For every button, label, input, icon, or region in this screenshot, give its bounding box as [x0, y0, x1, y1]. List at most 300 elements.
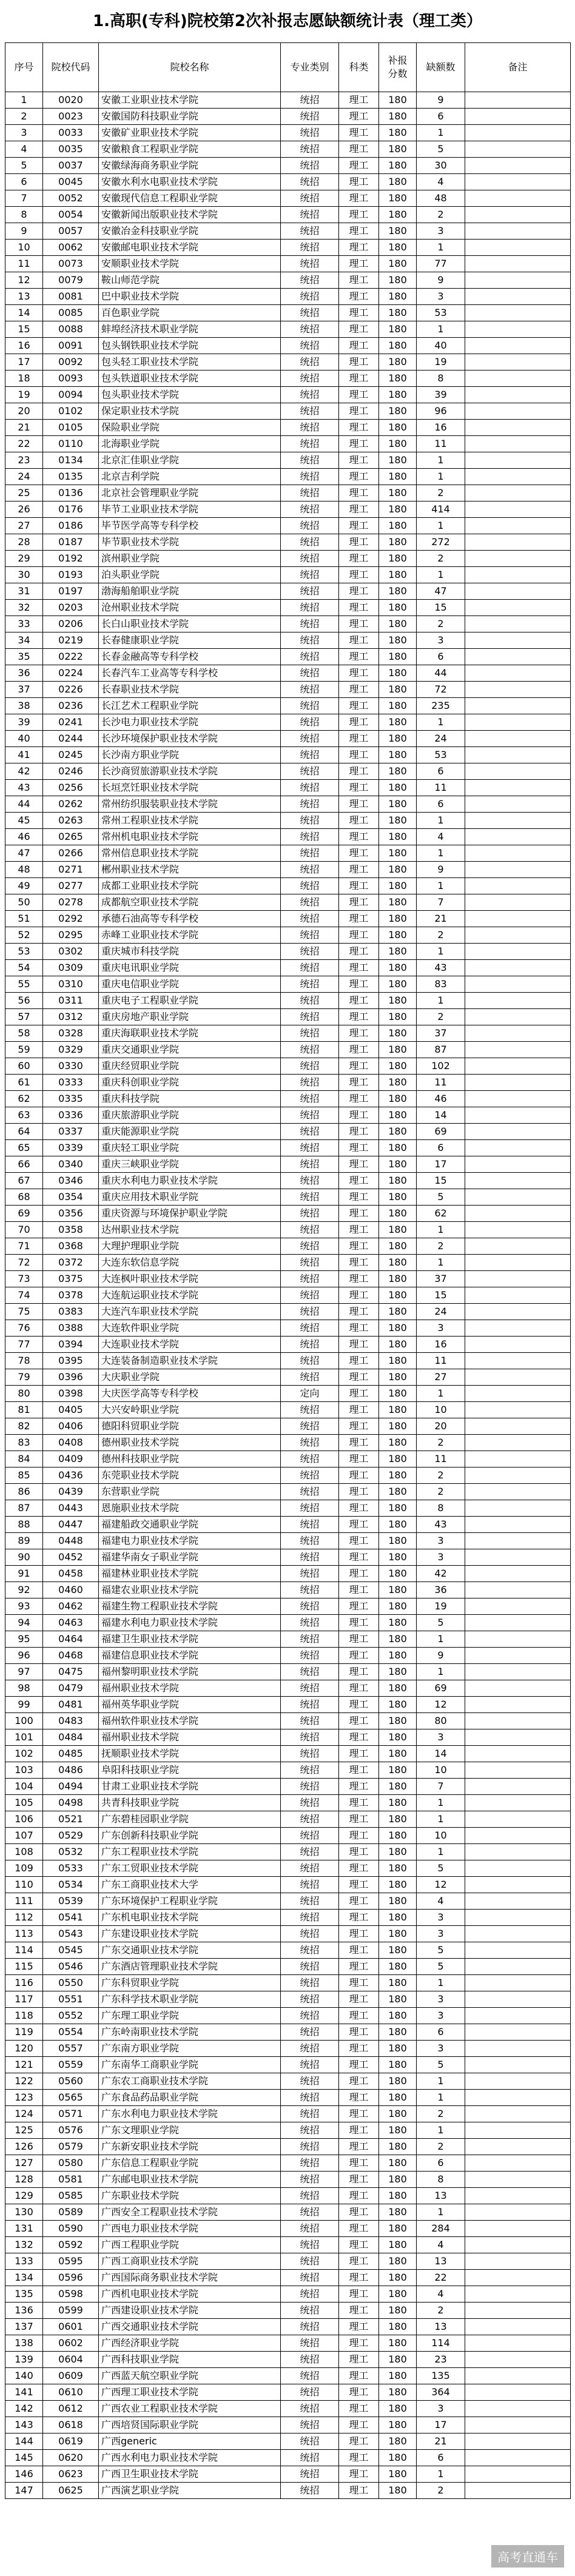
cell-score: 180 — [379, 190, 417, 207]
table-row — [5, 1206, 571, 1222]
cell-remark — [465, 321, 571, 338]
cell-major: 统招 — [281, 551, 339, 567]
cell-seq: 56 — [5, 993, 43, 1009]
cell-seq: 121 — [5, 2057, 43, 2073]
table-row — [5, 1238, 571, 1255]
cell-code: 0110 — [43, 436, 99, 452]
cell-gap: 96 — [417, 403, 465, 420]
cell-remark — [465, 1140, 571, 1156]
cell-score: 180 — [379, 1877, 417, 1893]
cell-score: 180 — [379, 1189, 417, 1206]
cell-seq: 92 — [5, 1582, 43, 1598]
table-row — [5, 1582, 571, 1598]
table-row — [5, 289, 571, 305]
table-row — [5, 223, 571, 240]
cell-major: 统招 — [281, 993, 339, 1009]
cell-major: 统招 — [281, 1566, 339, 1582]
cell-seq: 96 — [5, 1648, 43, 1664]
table-row — [5, 272, 571, 289]
cell-remark — [465, 2188, 571, 2204]
cell-remark — [465, 2237, 571, 2253]
cell-subject: 理工 — [339, 1320, 379, 1337]
cell-major: 统招 — [281, 567, 339, 583]
cell-remark — [465, 665, 571, 682]
cell-code: 0623 — [43, 2466, 99, 2483]
cell-code: 0498 — [43, 1795, 99, 1811]
cell-subject: 理工 — [339, 1598, 379, 1615]
cell-subject: 理工 — [339, 1533, 379, 1549]
cell-code: 0610 — [43, 2384, 99, 2401]
cell-seq: 68 — [5, 1189, 43, 1206]
cell-code: 0529 — [43, 1828, 99, 1844]
cell-gap: 2 — [417, 207, 465, 223]
cell-gap: 15 — [417, 1287, 465, 1304]
cell-score: 180 — [379, 682, 417, 698]
cell-code: 0581 — [43, 2172, 99, 2188]
cell-seq: 54 — [5, 960, 43, 976]
cell-code: 0612 — [43, 2401, 99, 2417]
table-row — [5, 501, 571, 518]
cell-name: 广东建设职业技术学院 — [99, 1926, 281, 1942]
cell-gap: 12 — [417, 1877, 465, 1893]
cell-name: 广西generic — [99, 2433, 281, 2450]
cell-name: 北京汇佳职业学院 — [99, 452, 281, 469]
cell-major: 统招 — [281, 1238, 339, 1255]
cell-code: 0102 — [43, 403, 99, 420]
cell-seq: 24 — [5, 469, 43, 485]
cell-code: 0481 — [43, 1697, 99, 1713]
cell-subject: 理工 — [339, 1795, 379, 1811]
cell-remark — [465, 1386, 571, 1402]
cell-gap: 37 — [417, 1271, 465, 1287]
cell-score: 180 — [379, 2057, 417, 2073]
cell-subject: 理工 — [339, 1075, 379, 1091]
cell-gap: 16 — [417, 1337, 465, 1353]
cell-subject: 理工 — [339, 2188, 379, 2204]
cell-seq: 89 — [5, 1533, 43, 1549]
cell-remark — [465, 649, 571, 665]
cell-name: 重庆水利电力职业技术学院 — [99, 1173, 281, 1189]
table-row — [5, 1533, 571, 1549]
cell-remark — [465, 763, 571, 780]
cell-gap: 17 — [417, 1156, 465, 1173]
cell-gap: 69 — [417, 1124, 465, 1140]
table-row — [5, 92, 571, 109]
cell-major: 统招 — [281, 1451, 339, 1467]
table-row — [5, 796, 571, 813]
cell-major: 统招 — [281, 1631, 339, 1648]
cell-subject: 理工 — [339, 796, 379, 813]
cell-code: 0054 — [43, 207, 99, 223]
cell-gap: 5 — [417, 1942, 465, 1959]
cell-remark — [465, 305, 571, 321]
table-row — [5, 567, 571, 583]
cell-subject: 理工 — [339, 894, 379, 911]
cell-gap: 1 — [417, 1844, 465, 1860]
cell-remark — [465, 567, 571, 583]
table-row — [5, 632, 571, 649]
header-remark: 备注 — [465, 43, 571, 92]
cell-seq: 117 — [5, 1991, 43, 2008]
cell-score: 180 — [379, 747, 417, 763]
cell-gap: 48 — [417, 190, 465, 207]
cell-name: 福建农业职业技术学院 — [99, 1582, 281, 1598]
cell-name: 广东工程职业技术学院 — [99, 1844, 281, 1860]
cell-gap: 3 — [417, 2008, 465, 2024]
cell-subject: 理工 — [339, 976, 379, 993]
cell-subject: 理工 — [339, 452, 379, 469]
cell-seq: 107 — [5, 1828, 43, 1844]
cell-major: 统招 — [281, 321, 339, 338]
cell-score: 180 — [379, 600, 417, 616]
cell-gap: 2 — [417, 2139, 465, 2155]
cell-seq: 111 — [5, 1893, 43, 1910]
cell-code: 0533 — [43, 1860, 99, 1877]
cell-gap: 3 — [417, 1910, 465, 1926]
cell-remark — [465, 583, 571, 600]
cell-remark — [465, 2139, 571, 2155]
cell-name: 广西演艺职业学院 — [99, 2483, 281, 2499]
cell-code: 0396 — [43, 1369, 99, 1386]
cell-subject: 理工 — [339, 256, 379, 272]
cell-subject: 理工 — [339, 1484, 379, 1500]
cell-seq: 77 — [5, 1337, 43, 1353]
cell-gap: 2 — [417, 551, 465, 567]
cell-major: 统招 — [281, 2221, 339, 2237]
cell-remark — [465, 1402, 571, 1418]
table-row — [5, 1860, 571, 1877]
cell-gap: 37 — [417, 1025, 465, 1042]
cell-code: 0292 — [43, 911, 99, 927]
cell-major: 统招 — [281, 1795, 339, 1811]
cell-name: 北京吉利学院 — [99, 469, 281, 485]
cell-gap: 3 — [417, 289, 465, 305]
cell-gap: 3 — [417, 223, 465, 240]
cell-major: 统招 — [281, 371, 339, 387]
cell-score: 180 — [379, 878, 417, 894]
cell-code: 0134 — [43, 452, 99, 469]
cell-code: 0336 — [43, 1107, 99, 1124]
cell-seq: 137 — [5, 2319, 43, 2335]
cell-remark — [465, 1582, 571, 1598]
cell-code: 0062 — [43, 240, 99, 256]
cell-score: 180 — [379, 731, 417, 747]
cell-score: 180 — [379, 1042, 417, 1058]
table-row — [5, 371, 571, 387]
cell-name: 长江艺术工程职业学院 — [99, 698, 281, 714]
cell-major: 统招 — [281, 354, 339, 371]
cell-gap: 10 — [417, 1402, 465, 1418]
cell-name: 广东水利电力职业技术学院 — [99, 2106, 281, 2122]
table-row — [5, 2433, 571, 2450]
cell-name: 广东邮电职业技术学院 — [99, 2172, 281, 2188]
table-row — [5, 1435, 571, 1451]
cell-remark — [465, 1304, 571, 1320]
cell-name: 重庆房地产职业学院 — [99, 1009, 281, 1025]
cell-seq: 63 — [5, 1107, 43, 1124]
table-row — [5, 485, 571, 501]
cell-name: 北京社会管理职业学院 — [99, 485, 281, 501]
cell-remark — [465, 600, 571, 616]
cell-major: 统招 — [281, 1615, 339, 1631]
cell-name: 广西培贤国际职业学院 — [99, 2417, 281, 2433]
cell-name: 包头职业技术学院 — [99, 387, 281, 403]
cell-gap: 8 — [417, 1500, 465, 1517]
cell-code: 0105 — [43, 420, 99, 436]
table-row — [5, 2368, 571, 2384]
cell-remark — [465, 2433, 571, 2450]
cell-subject: 理工 — [339, 2270, 379, 2286]
cell-gap: 2 — [417, 927, 465, 944]
cell-subject: 理工 — [339, 109, 379, 125]
cell-major: 统招 — [281, 2303, 339, 2319]
cell-score: 180 — [379, 714, 417, 731]
cell-seq: 74 — [5, 1287, 43, 1304]
cell-code: 0468 — [43, 1648, 99, 1664]
cell-name: 德阳科贸职业学院 — [99, 1418, 281, 1435]
cell-score: 180 — [379, 813, 417, 829]
table-row — [5, 1075, 571, 1091]
cell-name: 福建船政交通职业学院 — [99, 1517, 281, 1533]
table-row — [5, 1418, 571, 1435]
cell-name: 大连装备制造职业技术学院 — [99, 1353, 281, 1369]
table-row — [5, 1517, 571, 1533]
cell-code: 0458 — [43, 1566, 99, 1582]
cell-name: 重庆海联职业技术学院 — [99, 1025, 281, 1042]
cell-code: 0236 — [43, 698, 99, 714]
cell-major: 统招 — [281, 1828, 339, 1844]
cell-gap: 2 — [417, 2106, 465, 2122]
cell-gap: 102 — [417, 1058, 465, 1075]
cell-score: 180 — [379, 1386, 417, 1402]
table-row — [5, 1566, 571, 1582]
cell-code: 0532 — [43, 1844, 99, 1860]
cell-remark — [465, 2450, 571, 2466]
cell-subject: 理工 — [339, 2368, 379, 2384]
cell-name: 广西农业工程职业技术学院 — [99, 2401, 281, 2417]
cell-gap: 5 — [417, 141, 465, 158]
cell-score: 180 — [379, 1828, 417, 1844]
cell-code: 0330 — [43, 1058, 99, 1075]
cell-seq: 32 — [5, 600, 43, 616]
cell-subject: 理工 — [339, 2024, 379, 2041]
cell-remark — [465, 1762, 571, 1779]
cell-code: 0539 — [43, 1893, 99, 1910]
cell-name: 包头铁道职业技术学院 — [99, 371, 281, 387]
cell-major: 统招 — [281, 1680, 339, 1697]
cell-code: 0222 — [43, 649, 99, 665]
cell-major: 统招 — [281, 1598, 339, 1615]
table-row — [5, 1713, 571, 1729]
cell-gap: 62 — [417, 1206, 465, 1222]
cell-gap: 11 — [417, 1353, 465, 1369]
table-row — [5, 1598, 571, 1615]
cell-seq: 78 — [5, 1353, 43, 1369]
cell-subject: 理工 — [339, 1173, 379, 1189]
cell-remark — [465, 1173, 571, 1189]
cell-remark — [465, 1631, 571, 1648]
cell-gap: 39 — [417, 387, 465, 403]
cell-remark — [465, 714, 571, 731]
cell-code: 0579 — [43, 2139, 99, 2155]
cell-major: 统招 — [281, 780, 339, 796]
cell-major: 统招 — [281, 2253, 339, 2270]
cell-gap: 13 — [417, 2253, 465, 2270]
cell-name: 福建生物工程职业技术学院 — [99, 1598, 281, 1615]
cell-code: 0295 — [43, 927, 99, 944]
cell-remark — [465, 698, 571, 714]
cell-seq: 47 — [5, 845, 43, 862]
cell-seq: 131 — [5, 2221, 43, 2237]
cell-score: 180 — [379, 583, 417, 600]
table-row — [5, 1942, 571, 1959]
cell-seq: 110 — [5, 1877, 43, 1893]
cell-name: 安徽国防科技职业学院 — [99, 109, 281, 125]
cell-subject: 理工 — [339, 321, 379, 338]
cell-code: 0475 — [43, 1664, 99, 1680]
cell-score: 180 — [379, 1255, 417, 1271]
cell-subject: 理工 — [339, 2139, 379, 2155]
cell-score: 180 — [379, 1910, 417, 1926]
cell-gap: 15 — [417, 1173, 465, 1189]
cell-major: 统招 — [281, 338, 339, 354]
cell-name: 大连汽车职业技术学院 — [99, 1304, 281, 1320]
cell-score: 180 — [379, 1746, 417, 1762]
cell-code: 0081 — [43, 289, 99, 305]
cell-name: 成都工业职业技术学院 — [99, 878, 281, 894]
cell-name: 大庆医学高等专科学校 — [99, 1386, 281, 1402]
cell-subject: 理工 — [339, 1304, 379, 1320]
cell-subject: 理工 — [339, 1271, 379, 1287]
cell-subject: 理工 — [339, 2352, 379, 2368]
cell-major: 统招 — [281, 92, 339, 109]
table-row — [5, 125, 571, 141]
cell-code: 0033 — [43, 125, 99, 141]
cell-gap: 7 — [417, 894, 465, 911]
cell-code: 0383 — [43, 1304, 99, 1320]
cell-code: 0045 — [43, 174, 99, 190]
cell-code: 0589 — [43, 2204, 99, 2221]
cell-gap: 7 — [417, 1779, 465, 1795]
cell-gap: 4 — [417, 2286, 465, 2303]
cell-code: 0462 — [43, 1598, 99, 1615]
cell-major: 统招 — [281, 583, 339, 600]
cell-major: 统招 — [281, 2188, 339, 2204]
cell-code: 0405 — [43, 1402, 99, 1418]
cell-remark — [465, 1500, 571, 1517]
cell-major: 统招 — [281, 158, 339, 174]
table-row — [5, 403, 571, 420]
cell-name: 毕节医学高等专科学校 — [99, 518, 281, 534]
cell-name: 重庆资源与环境保护职业学院 — [99, 1206, 281, 1222]
table-row — [5, 1549, 571, 1566]
cell-subject: 理工 — [339, 551, 379, 567]
cell-remark — [465, 2401, 571, 2417]
cell-seq: 108 — [5, 1844, 43, 1860]
cell-name: 安徽绿海商务职业学院 — [99, 158, 281, 174]
cell-remark — [465, 731, 571, 747]
cell-major: 统招 — [281, 1991, 339, 2008]
cell-score: 180 — [379, 911, 417, 927]
cell-score: 180 — [379, 240, 417, 256]
cell-name: 广东南华工商职业学院 — [99, 2057, 281, 2073]
cell-code: 0335 — [43, 1091, 99, 1107]
cell-major: 统招 — [281, 1091, 339, 1107]
cell-score: 180 — [379, 534, 417, 551]
cell-major: 统招 — [281, 223, 339, 240]
cell-code: 0354 — [43, 1189, 99, 1206]
cell-major: 统招 — [281, 2090, 339, 2106]
cell-subject: 理工 — [339, 1222, 379, 1238]
cell-seq: 9 — [5, 223, 43, 240]
cell-major: 统招 — [281, 731, 339, 747]
cell-major: 统招 — [281, 649, 339, 665]
cell-subject: 理工 — [339, 2204, 379, 2221]
cell-code: 0091 — [43, 338, 99, 354]
cell-major: 统招 — [281, 207, 339, 223]
cell-seq: 145 — [5, 2450, 43, 2466]
cell-gap: 4 — [417, 174, 465, 190]
table-row — [5, 2155, 571, 2172]
cell-remark — [465, 2221, 571, 2237]
cell-seq: 16 — [5, 338, 43, 354]
cell-remark — [465, 2008, 571, 2024]
cell-code: 0546 — [43, 1959, 99, 1975]
cell-subject: 理工 — [339, 469, 379, 485]
cell-code: 0263 — [43, 813, 99, 829]
cell-score: 180 — [379, 2221, 417, 2237]
cell-remark — [465, 207, 571, 223]
cell-remark — [465, 960, 571, 976]
cell-code: 0203 — [43, 600, 99, 616]
cell-code: 0447 — [43, 1517, 99, 1533]
cell-gap: 24 — [417, 731, 465, 747]
table-row — [5, 1877, 571, 1893]
cell-code: 0328 — [43, 1025, 99, 1042]
cell-code: 0443 — [43, 1500, 99, 1517]
cell-gap: 364 — [417, 2384, 465, 2401]
cell-gap: 4 — [417, 1893, 465, 1910]
cell-name: 成都航空职业技术学院 — [99, 894, 281, 911]
cell-name: 大兴安岭职业学院 — [99, 1402, 281, 1418]
cell-score: 180 — [379, 1271, 417, 1287]
cell-name: 广西水利电力职业技术学院 — [99, 2450, 281, 2466]
cell-code: 0439 — [43, 1484, 99, 1500]
cell-score: 180 — [379, 2139, 417, 2155]
cell-score: 180 — [379, 2450, 417, 2466]
cell-major: 统招 — [281, 2057, 339, 2073]
cell-gap: 3 — [417, 2401, 465, 2417]
cell-name: 重庆电信职业学院 — [99, 976, 281, 993]
cell-subject: 理工 — [339, 2073, 379, 2090]
table-row — [5, 1173, 571, 1189]
cell-subject: 理工 — [339, 1615, 379, 1631]
cell-remark — [465, 1222, 571, 1238]
table-header-row — [5, 43, 571, 92]
cell-seq: 87 — [5, 1500, 43, 1517]
cell-gap: 1 — [417, 1811, 465, 1828]
cell-major: 统招 — [281, 1320, 339, 1337]
cell-name: 甘肃工业职业技术学院 — [99, 1779, 281, 1795]
cell-seq: 2 — [5, 109, 43, 125]
table-row — [5, 1369, 571, 1386]
cell-subject: 理工 — [339, 1156, 379, 1173]
cell-name: 重庆科技学院 — [99, 1091, 281, 1107]
cell-seq: 33 — [5, 616, 43, 632]
cell-remark — [465, 354, 571, 371]
cell-code: 0310 — [43, 976, 99, 993]
cell-gap: 22 — [417, 2270, 465, 2286]
